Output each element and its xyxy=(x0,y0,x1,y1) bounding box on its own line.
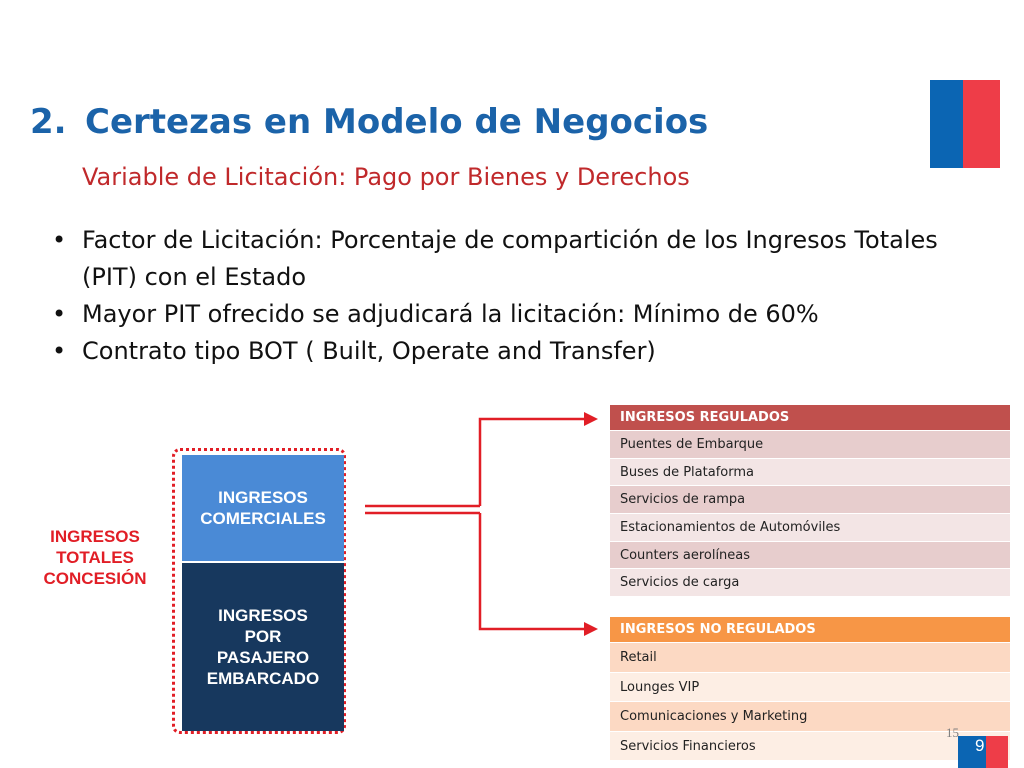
table-row: Lounges VIP xyxy=(610,672,1010,702)
box-line: INGRESOS xyxy=(218,606,308,625)
table-row: Retail xyxy=(610,642,1010,672)
arrow-to-regulados xyxy=(480,419,588,506)
page-number: 15 xyxy=(946,725,959,740)
title-text: Certezas en Modelo de Negocios xyxy=(85,102,709,142)
bullet-icon: • xyxy=(52,337,67,365)
side-label-line: CONCESIÓN xyxy=(43,569,147,588)
bullet-icon: • xyxy=(52,226,67,254)
footer-flag-red xyxy=(986,736,1008,768)
arrowhead-regulados xyxy=(584,412,598,426)
table-row: Puentes de Embarque xyxy=(610,430,1010,458)
box-line: INGRESOS xyxy=(218,488,308,507)
table-row: Buses de Plataforma xyxy=(610,458,1010,486)
table-row: Servicios de rampa xyxy=(610,485,1010,513)
table-row: Servicios Financieros xyxy=(610,731,1010,761)
slide-number: 9 xyxy=(975,736,985,755)
slide-subtitle: Variable de Licitación: Pago por Bienes y Derechos xyxy=(82,163,690,191)
bullet-icon: • xyxy=(52,300,67,328)
title-number: 2. xyxy=(30,102,67,142)
box-line: EMBARCADO xyxy=(206,669,320,688)
bullet-text: Contrato tipo BOT ( Built, Operate and Transfer) xyxy=(82,337,656,365)
regulados-header: INGRESOS REGULADOS xyxy=(610,405,1010,430)
box-line: POR xyxy=(244,627,282,646)
table-row: Comunicaciones y Marketing xyxy=(610,701,1010,731)
bullet-text: Mayor PIT ofrecido se adjudicará la licitación: Mínimo de 60% xyxy=(82,300,819,328)
ingresos-regulados-table xyxy=(610,405,1010,596)
table-row: Counters aerolíneas xyxy=(610,541,1010,569)
box-line: PASAJERO xyxy=(216,648,310,667)
no-regulados-header: INGRESOS NO REGULADOS xyxy=(610,617,1010,642)
side-label-line: INGRESOS xyxy=(50,527,140,546)
arrow-to-no-regulados xyxy=(480,513,588,629)
box-line: COMERCIALES xyxy=(200,509,326,528)
arrowhead-no-regulados xyxy=(584,622,598,636)
side-label-line: TOTALES xyxy=(56,548,134,567)
bullet-text: Factor de Licitación: Porcentaje de compartición de los Ingresos Totales (PIT) con el Estado xyxy=(82,226,938,291)
table-row: Servicios de carga xyxy=(610,568,1010,596)
table-row: Estacionamientos de Automóviles xyxy=(610,513,1010,541)
